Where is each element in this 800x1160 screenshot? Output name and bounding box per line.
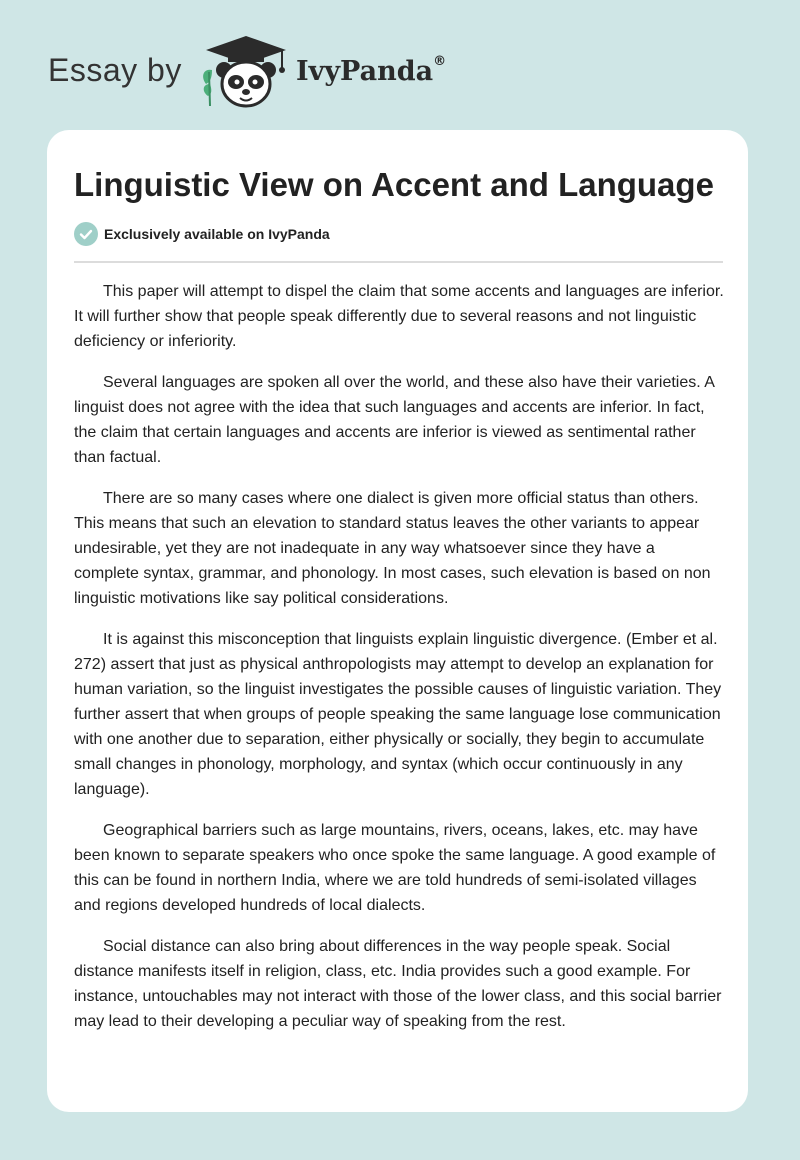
panda-graduate-icon[interactable] — [198, 34, 294, 110]
exclusive-badge — [74, 222, 330, 246]
paragraph: Social distance can also bring about differences in the way people speak. Social distance manifests itself in religion, class, etc. India provides such a good example. For instance, untouchables may not interact with those of the lower class, and this social barrier may lead to their developing a peculiar way of speaking from the rest. — [74, 938, 722, 1030]
paragraph: This paper will attempt to dispel the claim that some accents and languages are inferior. It will further show that people speak differently due to several reasons and not linguistic deficiency or inferiority. — [74, 283, 724, 350]
brand-name[interactable]: IvyPanda® — [296, 54, 447, 87]
page-title: Linguistic View on Accent and Language — [74, 166, 714, 203]
paragraph: Geographical barriers such as large mountains, rivers, oceans, lakes, etc. may have been known to separate speakers who once spoke the same language. A good example of this can be found in northern India, where we are told hundreds of semi-isolated villages and regions developed hundreds of local dialects. — [74, 822, 716, 914]
paragraph: Several languages are spoken all over the world, and these also have their varieties. A linguist does not agree with the idea that such languages and accents are inferior. In fact, the claim that certain languages and accents are inferior is viewed as sentimental rather than factual. — [74, 374, 715, 466]
paragraph: It is against this misconception that linguists explain linguistic divergence. (Ember et al. 272) assert that just as physical anthropologists may attempt to develop an explanation for human variation, so the linguist investigates the possible causes of linguistic variation. They further assert that when groups of people speaking the same language lose communication with one another due to separation, either physically or socially, they begin to accumulate small changes in phonology, morphology, and syntax (which occur continuously in any language). — [74, 631, 722, 798]
site-header — [48, 34, 548, 114]
essay-body — [74, 279, 724, 1050]
essay-by-label: Essay by — [48, 52, 182, 88]
registered-mark: ® — [433, 54, 447, 69]
badge-text: Exclusively available on IvyPanda — [104, 226, 330, 242]
divider — [74, 261, 723, 263]
essay-card — [47, 130, 748, 1112]
check-circle-icon — [74, 222, 98, 246]
paragraph: There are so many cases where one dialect is given more official status than others. This means that such an elevation to standard status leaves the other variants to appear undesirable, yet they are not inadequate in any way whatsoever since they have a complete syntax, grammar, and phonology. In most cases, such elevation is based on non linguistic motivations like say political considerations. — [74, 490, 711, 607]
